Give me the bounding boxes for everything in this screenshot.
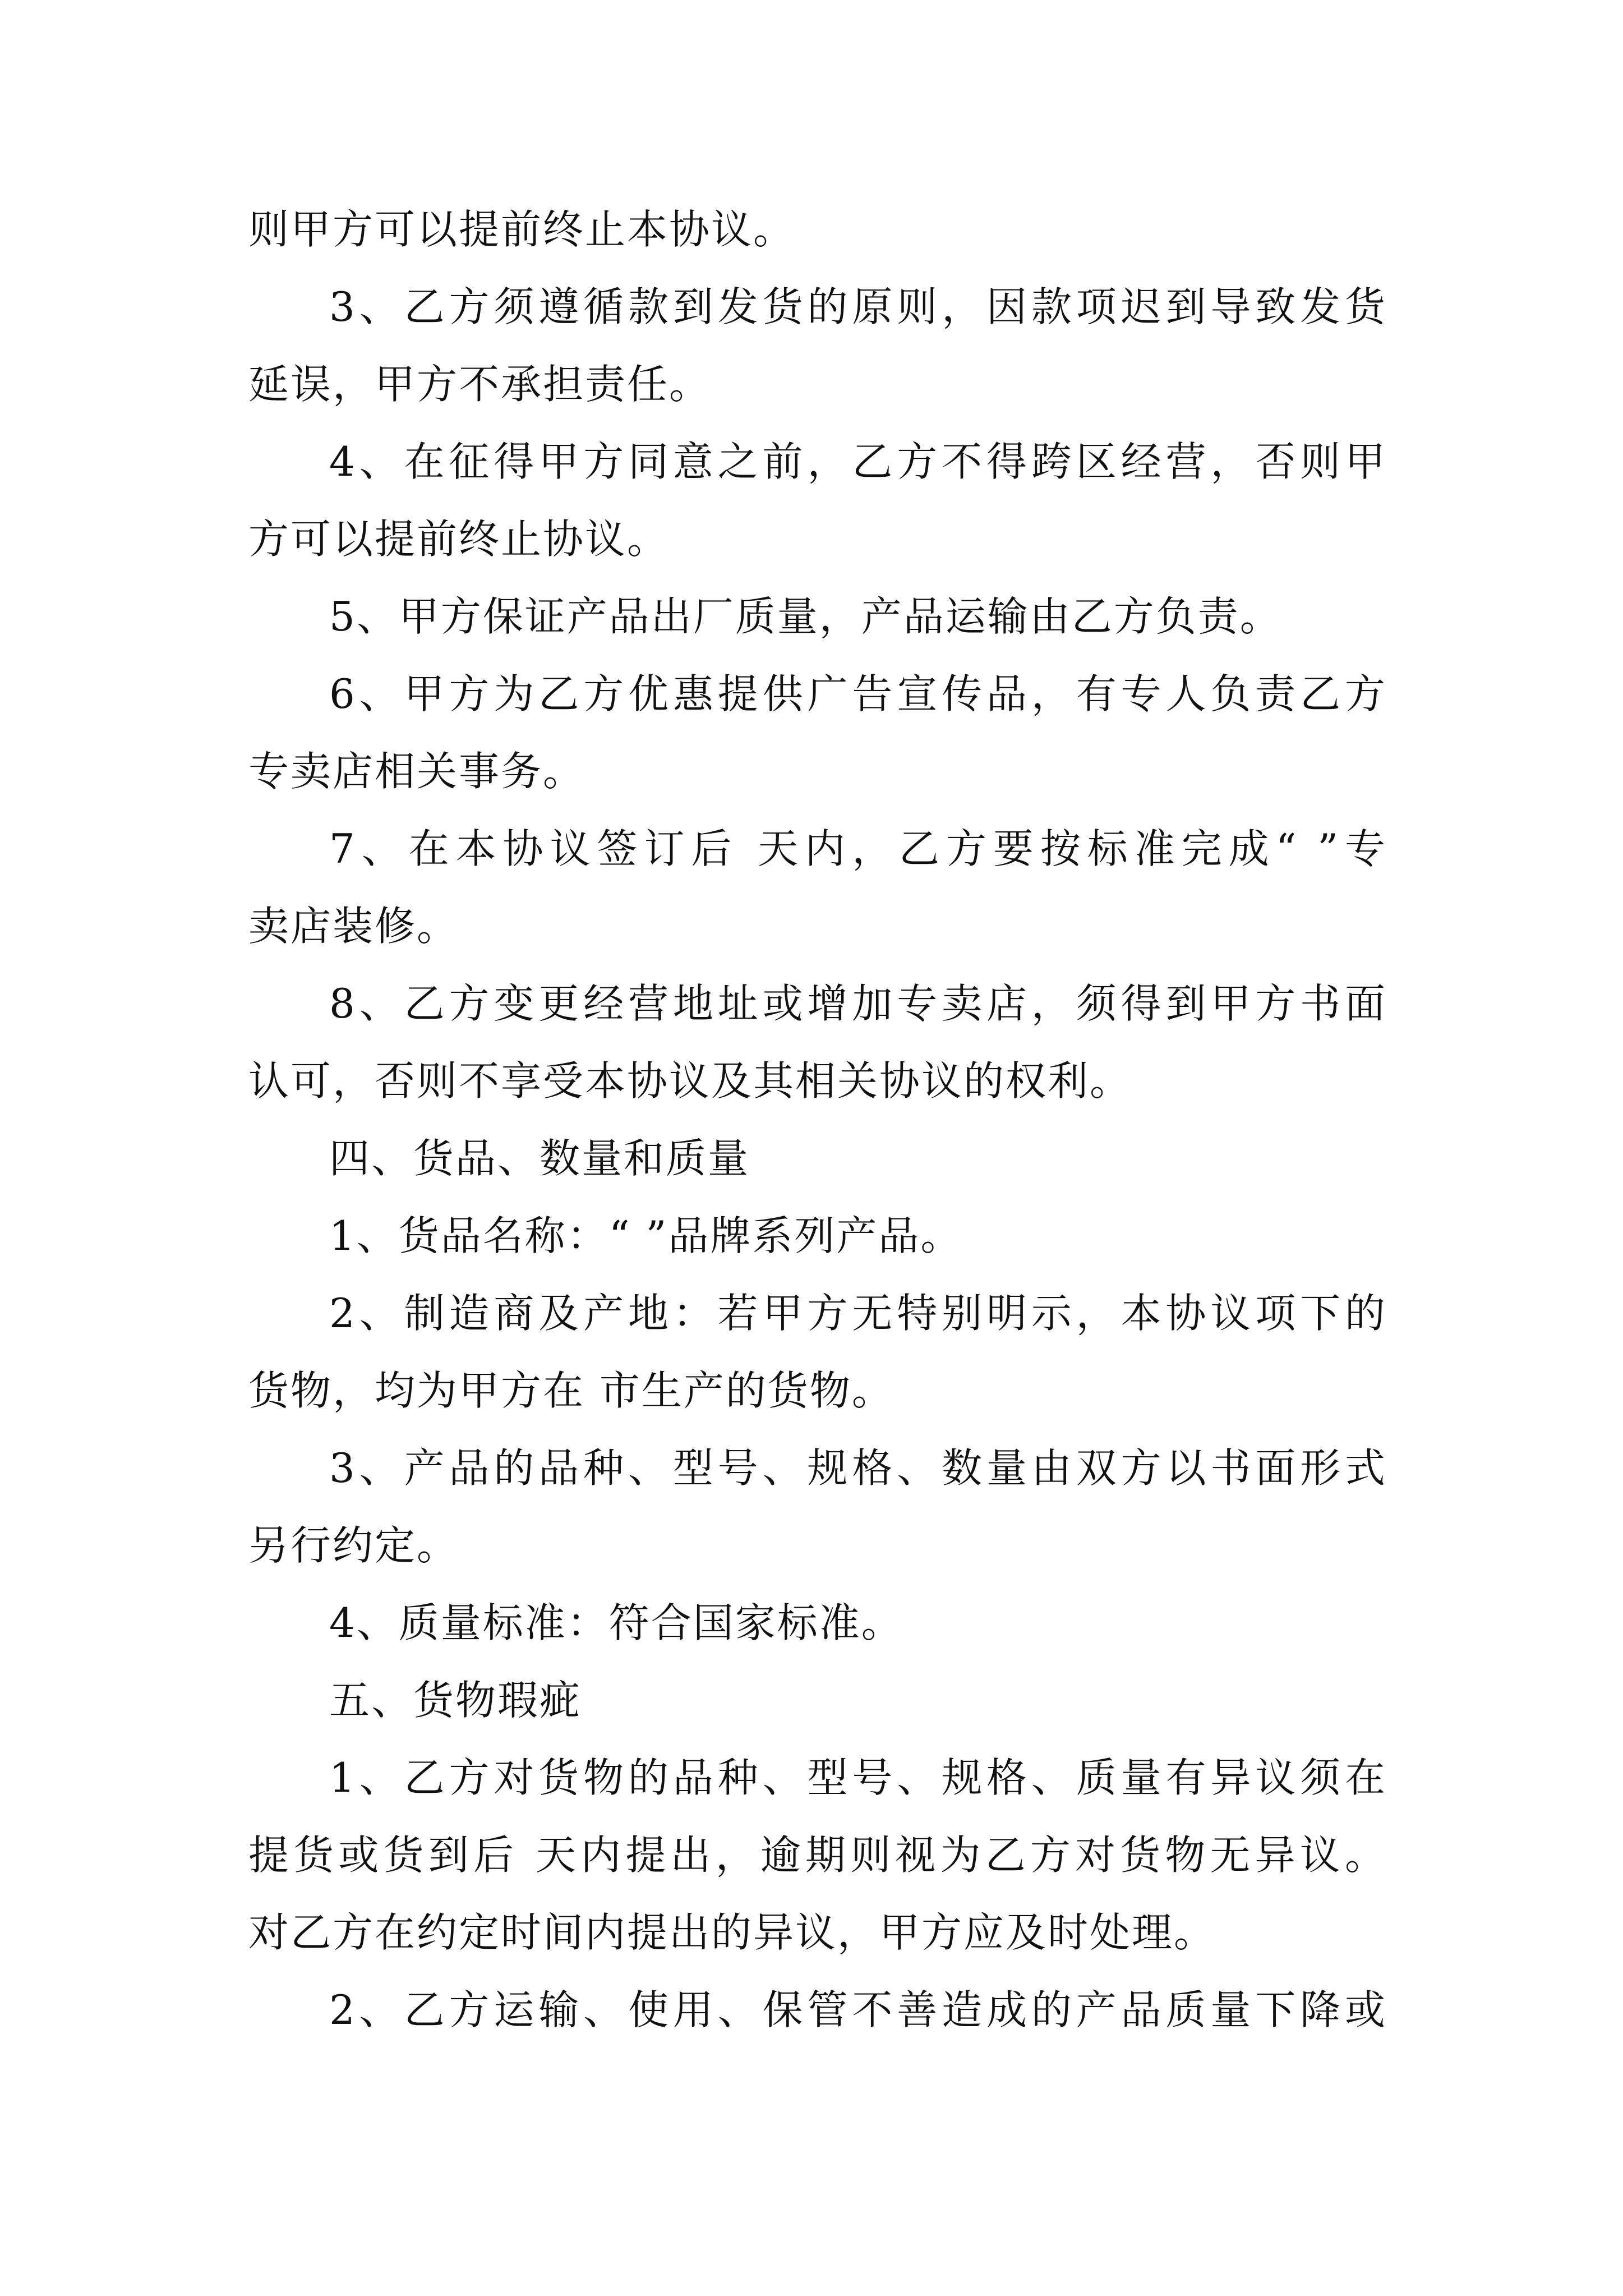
text-line: 货物，均为甲方在 市生产的货物。 <box>248 1367 894 1414</box>
document-body <box>248 191 1387 2049</box>
text-line: 4、在征得甲方同意之前，乙方不得跨区经营，否则甲 <box>329 438 1387 485</box>
section-heading: 五、货物瑕疵 <box>329 1677 582 1724</box>
text-line: 则甲方可以提前终止本协议。 <box>248 206 796 253</box>
text-line: 1、乙方对货物的品种、型号、规格、质量有异议须在 <box>329 1754 1387 1801</box>
text-line: 提货或货到后 天内提出，逾期则视为乙方对货物无异议。 <box>248 1832 1387 1879</box>
text-line: 4、质量标准：符合国家标准。 <box>329 1599 903 1646</box>
text-line: 8、乙方变更经营地址或增加专卖店，须得到甲方书面 <box>329 980 1387 1027</box>
text-line: 3、产品的品种、型号、规格、数量由双方以书面形式 <box>329 1444 1387 1492</box>
text-line: 对乙方在约定时间内提出的异议，甲方应及时处理。 <box>248 1909 1216 1956</box>
section-heading: 四、货品、数量和质量 <box>329 1135 750 1182</box>
text-line: 认可，否则不享受本协议及其相关协议的权利。 <box>248 1057 1132 1105</box>
text-line: 另行约定。 <box>248 1522 459 1569</box>
text-line: 卖店装修。 <box>248 903 459 950</box>
text-line: 2、制造商及产地：若甲方无特别明示，本协议项下的 <box>329 1290 1387 1337</box>
text-line: 1、货品名称：“ ”品牌系列产品。 <box>329 1212 963 1259</box>
text-line: 专卖店相关事务。 <box>248 748 585 795</box>
text-line: 5、甲方保证产品出厂质量，产品运输由乙方负责。 <box>329 593 1282 640</box>
text-line: 6、甲方为乙方优惠提供广告宣传品，有专人负责乙方 <box>329 670 1387 717</box>
text-line: 延误，甲方不承担责任。 <box>248 361 712 408</box>
text-line: 3、乙方须遵循款到发货的原则，因款项迟到导致发货 <box>329 283 1387 330</box>
text-line: 2、乙方运输、使用、保管不善造成的产品质量下降或 <box>329 1986 1387 2033</box>
text-line: 方可以提前终止协议。 <box>248 516 670 563</box>
text-line: 7、在本协议签订后 天内，乙方要按标准完成“ ”专 <box>329 825 1387 872</box>
